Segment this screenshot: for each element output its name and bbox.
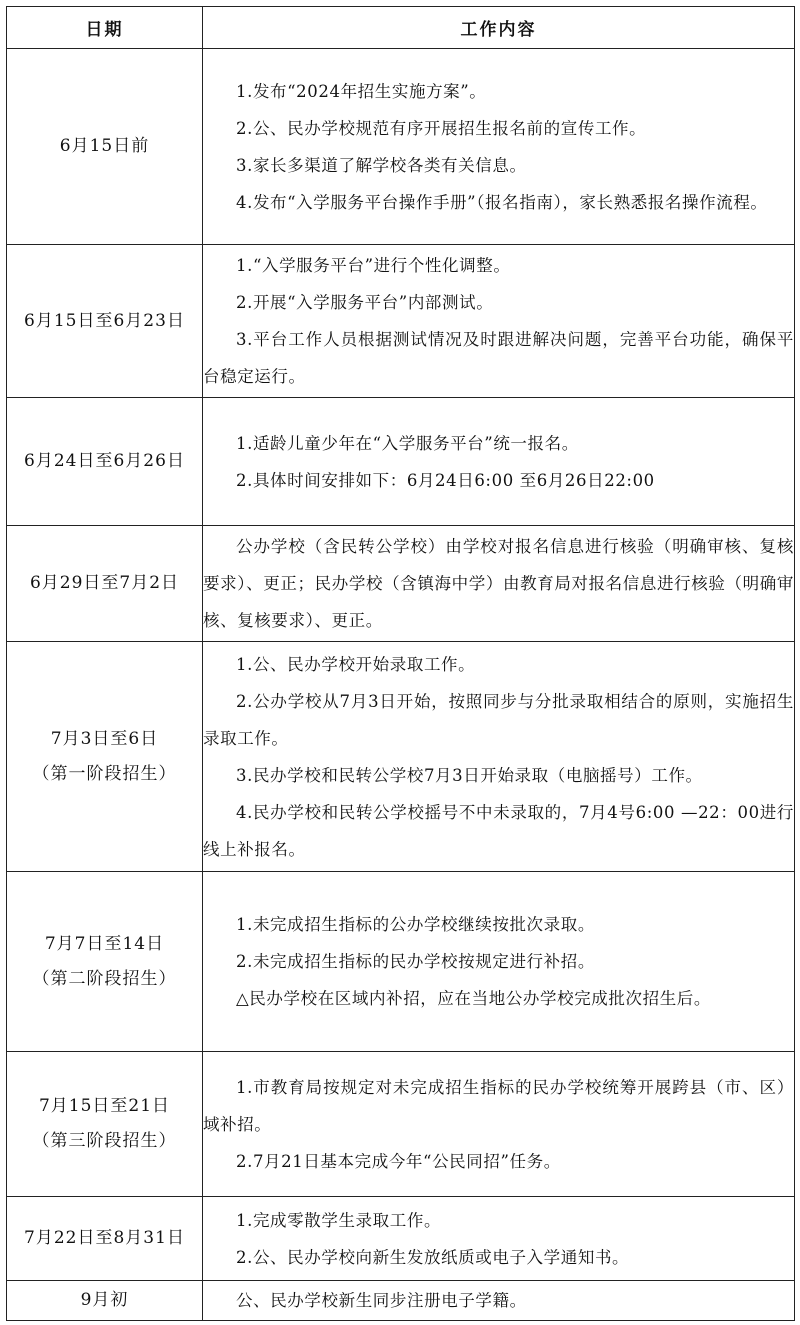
content-item: 1.市教育局按规定对未完成招生指标的民办学校统筹开展跨县（市、区）域补招。: [203, 1077, 794, 1134]
date-phase-text: （第一阶段招生）: [32, 763, 177, 784]
date-text: 7月3日至6日: [50, 728, 159, 749]
content-item: 1.公、民办学校开始录取工作。: [236, 654, 476, 674]
content-item: 3.家长多渠道了解学校各类有关信息。: [236, 155, 527, 175]
table-row: [7, 1281, 795, 1321]
table-row: [7, 872, 795, 1052]
table-row: [7, 1197, 795, 1281]
content-item: 2.具体时间安排如下：6月24日6:00 至6月26日22:00: [236, 470, 655, 490]
table-row: [7, 526, 795, 642]
table-header-row: [7, 7, 795, 49]
date-text: 7月22日至8月31日: [24, 1228, 185, 1248]
date-text: 9月初: [80, 1290, 129, 1310]
content-cell: [203, 1052, 795, 1197]
table-row: [7, 642, 795, 872]
content-item: 2.7月21日基本完成今年“公民同招”任务。: [236, 1151, 561, 1171]
content-cell: [203, 1197, 795, 1281]
content-cell: [203, 872, 795, 1052]
content-item: 1.发布“2024年招生实施方案”。: [236, 81, 487, 101]
content-item: 公、民办学校新生同步注册电子学籍。: [236, 1291, 527, 1310]
table-row: [7, 245, 795, 398]
content-item: 2.未完成招生指标的民办学校按规定进行补招。: [236, 952, 595, 971]
date-cell: [7, 642, 203, 872]
content-item: 3.平台工作人员根据测试情况及时跟进解决问题，完善平台功能，确保平台稳定运行。: [203, 330, 794, 386]
content-item: 1.“入学服务平台”进行个性化调整。: [236, 256, 511, 275]
date-text: 7月15日至21日: [38, 1096, 171, 1116]
date-text: 6月15日至6月23日: [24, 310, 185, 331]
content-cell: [203, 642, 795, 872]
content-cell: [203, 398, 795, 526]
date-cell: [7, 526, 203, 642]
date-cell: [7, 1052, 203, 1197]
date-cell: [7, 245, 203, 398]
date-cell: [7, 1281, 203, 1321]
content-item: 公办学校（含民转公学校）由学校对报名信息进行核验（明确审核、复核要求）、更正；民办学校（含镇海中学）由教育局对报名信息进行核验（明确审核、复核要求）、更正。: [203, 537, 794, 630]
content-item: 1.适龄儿童少年在“入学服务平台”统一报名。: [236, 433, 579, 453]
content-item: 2.公、民办学校规范有序开展招生报名前的宣传工作。: [236, 118, 647, 138]
content-item: 2.开展“入学服务平台”内部测试。: [236, 293, 494, 312]
date-text: 6月15日前: [59, 136, 150, 156]
content-cell: [203, 1281, 795, 1321]
content-cell: [203, 245, 795, 398]
header-date: 日期: [7, 7, 203, 49]
date-cell: [7, 872, 203, 1052]
date-text: 6月24日至6月26日: [24, 451, 185, 471]
content-item: 1.未完成招生指标的公办学校继续按批次录取。: [236, 915, 595, 934]
table-row: [7, 398, 795, 526]
enrollment-schedule-table: [6, 6, 795, 1321]
table-row: [7, 1052, 795, 1197]
content-item: 4.民办学校和民转公学校摇号不中未录取的，7月4号6:00 —22：00进行线上补报名。: [203, 802, 794, 859]
date-cell: [7, 49, 203, 245]
date-text: 6月29日至7月2日: [29, 573, 180, 593]
header-content: 工作内容: [203, 7, 795, 49]
content-item: 3.民办学校和民转公学校7月3日开始录取（电脑摇号）工作。: [236, 765, 703, 785]
content-item: 2.公办学校从7月3日开始，按照同步与分批录取相结合的原则，实施招生录取工作。: [203, 691, 794, 748]
date-phase-text: （第三阶段招生）: [32, 1131, 177, 1151]
content-item: 4.发布“入学服务平台操作手册”（报名指南），家长熟悉报名操作流程。: [236, 192, 768, 212]
content-item: △民办学校在区域内补招，应在当地公办学校完成批次招生后。: [236, 989, 711, 1008]
date-phase-text: （第二阶段招生）: [32, 968, 177, 989]
content-item: 1.完成零散学生录取工作。: [236, 1210, 442, 1230]
content-cell: [203, 526, 795, 642]
table-row: [7, 49, 795, 245]
date-cell: [7, 398, 203, 526]
date-text: 7月7日至14日: [44, 933, 165, 954]
date-cell: [7, 1197, 203, 1281]
content-item: 2.公、民办学校向新生发放纸质或电子入学通知书。: [236, 1247, 630, 1267]
content-cell: [203, 49, 795, 245]
